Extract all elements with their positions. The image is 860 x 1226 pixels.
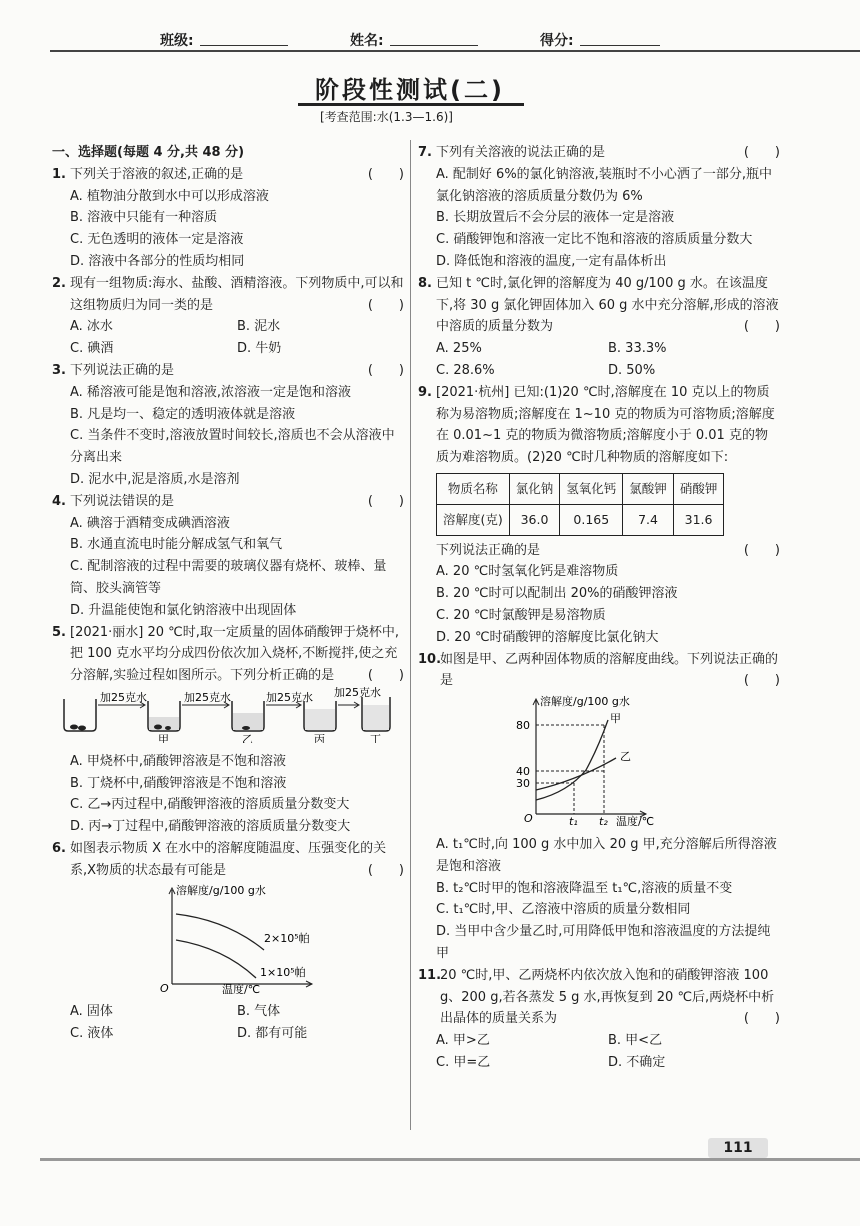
y-axis-label: 溶解度/g/100 g水 [176, 883, 266, 897]
beaker-label-ding: 丁 [370, 732, 381, 743]
option-d: D. 溶液中各部分的性质均相同 [70, 253, 245, 269]
beaker-3 [232, 701, 264, 731]
exam-scope: [考查范围:水(1.3—1.6)] [320, 110, 453, 124]
option-d: D. 升温能使饱和氯化钠溶液中出现固体 [70, 602, 297, 618]
question-9 [418, 382, 780, 649]
option-c: C. 当条件不变时,溶液放置时间较长,溶质也不会从溶液中分离出来 [70, 428, 395, 466]
solubility-curve-graph [418, 692, 780, 834]
option-d: D. 50% [608, 362, 656, 378]
question-number: 2. [52, 275, 66, 291]
option-a: A. 固体 [70, 1004, 113, 1020]
option-c: C. 硝酸钾饱和溶液一定比不饱和溶液的溶质质量分数大 [436, 232, 753, 248]
answer-bracket: ( ) [367, 493, 404, 509]
option-c: C. t₁℃时,甲、乙溶液中溶质的质量分数相同 [436, 902, 691, 918]
option-d: D. 降低饱和溶液的温度,一定有晶体析出 [436, 253, 667, 269]
question-11 [418, 965, 780, 1074]
score-label: 得分: [540, 33, 574, 49]
beaker-1 [64, 699, 96, 731]
question-2 [52, 273, 404, 360]
left-column [52, 142, 404, 1045]
question-number: 1. [52, 166, 66, 182]
option-a: A. 20 ℃时氢氧化钙是难溶物质 [436, 564, 619, 580]
add-water-label: 加25克水 [334, 686, 381, 699]
question-7 [418, 142, 780, 273]
answer-bracket: ( ) [743, 319, 780, 335]
x-axis-label: 温度/℃ [616, 815, 655, 827]
question-stem: 下列说法错误的是 [70, 493, 175, 509]
question-number: 9. [418, 384, 432, 400]
section-heading: 一、选择题(每题 4 分,共 48 分) [52, 145, 245, 160]
y-tick-label: 30 [516, 777, 530, 791]
option-d: D. 不确定 [608, 1054, 666, 1070]
add-water-label: 加25克水 [184, 690, 231, 704]
score-blank [580, 45, 660, 46]
beaker-figure [52, 687, 404, 751]
table-cell: 物质名称 [437, 473, 510, 504]
table-cell: 0.165 [560, 504, 623, 535]
beaker-2 [148, 701, 180, 731]
table-cell: 36.0 [509, 504, 560, 535]
sub-stem: 下列说法正确的是 [436, 542, 541, 558]
curve-low-pressure [176, 940, 256, 978]
option-b: B. 凡是均一、稳定的透明液体就是溶液 [70, 406, 296, 422]
x-tick-t2: t₂ [599, 815, 608, 827]
pressure-solubility-graph [52, 882, 404, 1002]
option-d: D. 泥水中,泥是溶质,水是溶剂 [70, 471, 240, 487]
table-cell: 7.4 [623, 504, 674, 535]
beaker-label-bing: 丙 [314, 732, 325, 743]
question-stem: 已知 t ℃时,氯化钾的溶解度为 40 g/100 g 水。在该温度下,将 30 g 氯化钾固体加入 60 g 水中充分溶解,形成的溶液中溶质的质量分数为 [436, 275, 779, 335]
option-c: C. 乙→丙过程中,硝酸钾溶液的溶质质量分数变大 [70, 797, 350, 813]
y-tick-label: 40 [516, 765, 530, 779]
arrow-4 [338, 702, 359, 708]
option-c: C. 配制溶液的过程中需要的玻璃仪器有烧杯、玻棒、量筒、胶头滴管等 [70, 559, 387, 596]
option-c: C. 液体 [70, 1026, 114, 1042]
question-10 [418, 649, 780, 965]
question-1 [52, 164, 404, 273]
option-c: C. 碘酒 [70, 341, 114, 357]
right-column [418, 142, 780, 1074]
option-b: B. 长期放置后不会分层的液体一定是溶液 [436, 210, 675, 226]
answer-bracket: ( ) [743, 542, 780, 558]
question-4 [52, 491, 404, 622]
option-a: A. 25% [436, 341, 482, 357]
answer-bracket: ( ) [367, 668, 404, 684]
curve-high-pressure [176, 914, 264, 950]
option-b: B. 气体 [237, 1004, 281, 1020]
option-d: D. 20 ℃时硝酸钾的溶解度比氯化钠大 [436, 629, 659, 645]
name-label: 姓名: [350, 33, 384, 49]
question-number: 3. [52, 362, 66, 378]
option-b: B. 20 ℃时可以配制出 20%的硝酸钾溶液 [436, 586, 678, 602]
table-cell: 氯化钠 [509, 473, 560, 504]
option-b: B. t₂℃时甲的饱和溶液降温至 t₁℃,溶液的质量不变 [436, 880, 733, 896]
table-cell: 硝酸钾 [673, 473, 724, 504]
add-water-label: 加25克水 [266, 690, 313, 704]
class-label: 班级: [160, 33, 194, 49]
question-stem: [2021·杭州] 已知:(1)20 ℃时,溶解度在 10 克以上的物质称为易溶物质;溶解度在 1~10 克的物质为可溶物质;溶解度在 0.01~1 克的物质为微溶物质;溶解度小于 0.01 克的物质为难溶物质。(2)20 ℃时几种物质的溶解度如下: [436, 384, 775, 466]
question-stem: 20 ℃时,甲、乙两烧杯内依次放入饱和的硝酸钾溶液 100 g、200 g,若各蒸发 5 g 水,再恢复到 20 ℃后,两烧杯中析出晶体的质量关系为 [440, 967, 775, 1027]
name-blank [390, 45, 478, 46]
x-tick-t1: t₁ [569, 815, 578, 827]
y-axis-label: 溶解度/g/100 g水 [540, 695, 630, 709]
option-a: A. 稀溶液可能是饱和溶液,浓溶液一定是饱和溶液 [70, 384, 352, 400]
question-number: 7. [418, 145, 432, 160]
question-stem: [2021·丽水] 20 ℃时,取一定质量的固体硝酸钾于烧杯中,把 100 克水平均分成四份依次加入烧杯,不断搅拌,使之充分溶解,实验过程如图所示。下列分析正确的是 [70, 624, 400, 684]
option-d: D. 牛奶 [237, 341, 282, 357]
table-cell: 氯酸钾 [623, 473, 674, 504]
question-6 [52, 838, 404, 1045]
add-water-label: 加25克水 [100, 690, 147, 704]
option-b: B. 33.3% [608, 341, 667, 357]
answer-bracket: ( ) [367, 297, 404, 313]
answer-bracket: ( ) [367, 862, 404, 878]
option-a: A. 植物油分散到水中可以形成溶液 [70, 188, 269, 204]
option-a: A. 配制好 6%的氯化钠溶液,装瓶时不小心洒了一部分,瓶中氯化钠溶液的溶质质量分数仍为 6% [436, 166, 772, 204]
question-number: 6. [52, 840, 66, 856]
table-row [437, 504, 724, 535]
option-b: B. 水通直流电时能分解成氢气和氧气 [70, 537, 283, 553]
curve-jia [536, 720, 608, 800]
table-row [437, 473, 724, 504]
question-number: 11. [418, 967, 442, 983]
question-number: 10. [418, 651, 442, 667]
option-c: C. 甲=乙 [436, 1054, 491, 1070]
beaker-label-jia: 甲 [158, 732, 169, 743]
option-b: B. 丁烧杯中,硝酸钾溶液是不饱和溶液 [70, 775, 287, 791]
option-d: D. 丙→丁过程中,硝酸钾溶液的溶质质量分数变大 [70, 819, 351, 835]
answer-bracket: ( ) [367, 362, 404, 378]
option-d: D. 都有可能 [237, 1026, 308, 1042]
x-axis-label: 温度/℃ [222, 982, 261, 994]
question-3 [52, 360, 404, 491]
footer-rule [40, 1158, 860, 1161]
y-tick-label: 80 [516, 719, 530, 733]
option-c: C. 20 ℃时氯酸钾是易溶物质 [436, 607, 606, 623]
option-c: C. 无色透明的液体一定是溶液 [70, 232, 244, 248]
header-rule [50, 50, 860, 52]
solubility-table [436, 473, 724, 536]
option-a: A. t₁℃时,向 100 g 水中加入 20 g 甲,充分溶解后所得溶液是饱和溶液 [436, 836, 777, 874]
answer-bracket: ( ) [743, 1011, 780, 1027]
title-underline [298, 103, 524, 106]
question-number: 8. [418, 275, 432, 291]
question-number: 5. [52, 624, 66, 640]
table-cell: 31.6 [673, 504, 724, 535]
table-cell: 氢氧化钙 [560, 473, 623, 504]
curve-label-low: 1×10⁵帕 [260, 965, 306, 979]
question-stem: 如图表示物质 X 在水中的溶解度随温度、压强变化的关系,X物质的状态最有可能是 [70, 840, 387, 878]
table-cell: 溶解度(克) [437, 504, 510, 535]
question-5 [52, 622, 404, 838]
option-a: A. 碘溶于酒精变成碘酒溶液 [70, 515, 230, 531]
option-a: A. 甲>乙 [436, 1033, 490, 1049]
origin-label: O [524, 812, 533, 826]
option-a: A. 冰水 [70, 319, 113, 335]
beaker-label-yi: 乙 [242, 732, 253, 743]
option-b: B. 泥水 [237, 319, 281, 335]
answer-bracket: ( ) [743, 145, 780, 160]
question-stem: 现有一组物质:海水、盐酸、酒精溶液。下列物质中,可以和这组物质归为同一类的是 [70, 275, 404, 313]
page-number: 111 [708, 1138, 768, 1158]
question-stem: 如图是甲、乙两种固体物质的溶解度曲线。下列说法正确的是 [440, 651, 779, 689]
question-number: 4. [52, 493, 66, 509]
option-b: B. 溶液中只能有一种溶质 [70, 210, 218, 226]
beaker-4 [304, 701, 336, 731]
curve-label-jia: 甲 [610, 712, 621, 726]
curve-label-yi: 乙 [620, 750, 631, 764]
origin-label: O [160, 981, 169, 994]
question-stem: 下列关于溶液的叙述,正确的是 [70, 166, 244, 182]
option-d: D. 当甲中含少量乙时,可用降低甲饱和溶液温度的方法提纯甲 [436, 924, 771, 961]
question-8 [418, 273, 780, 382]
option-b: B. 甲<乙 [608, 1033, 663, 1049]
answer-bracket: ( ) [367, 166, 404, 182]
class-blank [200, 45, 288, 46]
answer-bracket: ( ) [743, 673, 780, 689]
question-stem: 下列有关溶液的说法正确的是 [436, 145, 606, 160]
curve-label-high: 2×10⁵帕 [264, 931, 310, 945]
question-stem: 下列说法正确的是 [70, 362, 175, 378]
option-a: A. 甲烧杯中,硝酸钾溶液是不饱和溶液 [70, 753, 287, 769]
page-header [0, 0, 860, 56]
page-title: 阶段性测试(二) [315, 76, 505, 104]
option-c: C. 28.6% [436, 362, 495, 378]
column-divider [410, 140, 411, 1130]
beaker-5 [362, 697, 390, 731]
